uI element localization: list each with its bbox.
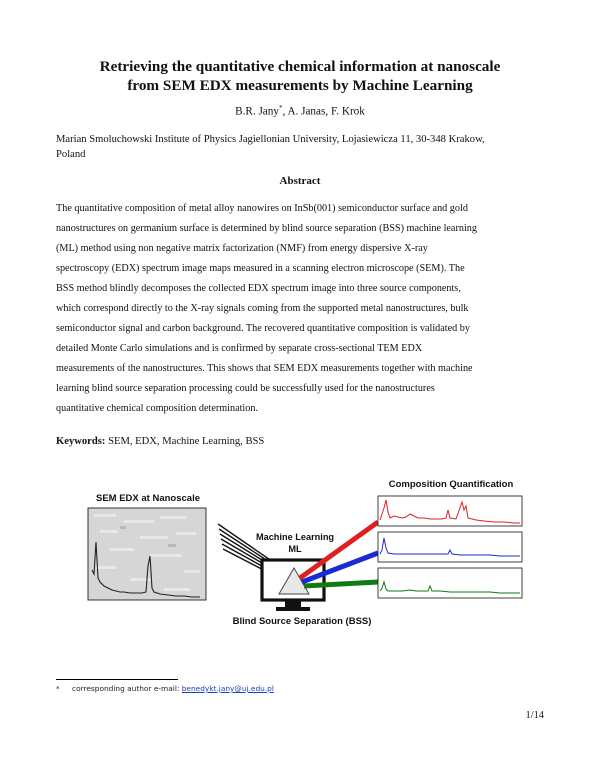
abstract-line: quantitative chemical composition determination. [56, 403, 258, 414]
page-number: 1/14 [525, 710, 544, 721]
abstract-line: spectroscopy (EDX) spectrum image maps measured in a scanning electron microscope (SEM). The [56, 263, 465, 274]
title-line-2: from SEM EDX measurements by Machine Learning [127, 77, 473, 94]
bss-label: Blind Source Separation (BSS) [232, 616, 372, 627]
footnote-text: corresponding author e-mail: [72, 684, 182, 693]
abstract-line: The quantitative composition of metal alloy nanowires on InSb(001) semiconductor surface and gold [56, 203, 468, 214]
footnote-marker: * [56, 684, 60, 693]
abstract-line: measurements of the nanostructures. This shows that SEM EDX measurements together with machine [56, 363, 473, 374]
sem-edx-label: SEM EDX at Nanoscale [95, 493, 201, 504]
abstract-line: which correspond directly to the X-ray signals coming from the supported metal nanostructures, bulk [56, 303, 469, 314]
monitor-base [276, 607, 310, 611]
author-first: B.R. Jany [235, 105, 279, 118]
affiliation-line-1: Marian Smoluchowski Institute of Physics Jagiellonian University, Lojasiewicza 11, 30-348 Krakow, [56, 134, 485, 145]
abstract-line: (ML) method using non negative matrix factorization (NMF) from energy dispersive X-ray [56, 243, 428, 254]
footnote-rule [56, 679, 178, 680]
graphical-abstract-figure [80, 470, 540, 640]
title-line-1: Retrieving the quantitative chemical information at nanoscale [99, 58, 501, 75]
paper-title [40, 57, 560, 95]
abstract-body [56, 199, 548, 419]
keywords-text: SEM, EDX, Machine Learning, BSS [105, 436, 265, 447]
corresponding-marker: * [278, 104, 283, 112]
keywords-label: Keywords: [56, 436, 106, 447]
author-rest: , A. Janas, F. Krok [282, 105, 365, 118]
abstract-line: nanostructures on germanium surface is determined by blind source separation (BSS) machine learning [56, 223, 477, 234]
keywords [56, 436, 264, 447]
abstract-line: detailed Monte Carlo simulations and is confirmed by separate cross-sectional TEM EDX [56, 343, 423, 354]
monitor-stand [285, 601, 301, 608]
composition-label: Composition Quantification [388, 479, 514, 490]
affiliation [56, 132, 546, 162]
abstract-line: learning blind source separation processing could be successfully used for the nanostructures [56, 383, 435, 394]
affiliation-line-2: Poland [56, 149, 86, 160]
ml-label-2: ML [288, 544, 302, 554]
author-list [40, 104, 560, 118]
author-email-link[interactable]: benedykt.jany@uj.edu.pl [181, 684, 274, 693]
abstract-line: BSS method blindly decomposes the collected EDX spectrum image into three source components, [56, 283, 461, 294]
abstract-line: semiconductor signal and carbon background. The recovered quantitative composition is validated by [56, 323, 470, 334]
footnote [56, 684, 274, 693]
component-panel-blue [378, 532, 522, 562]
ml-label-1: Machine Learning [255, 532, 335, 542]
abstract-heading: Abstract [279, 175, 321, 187]
